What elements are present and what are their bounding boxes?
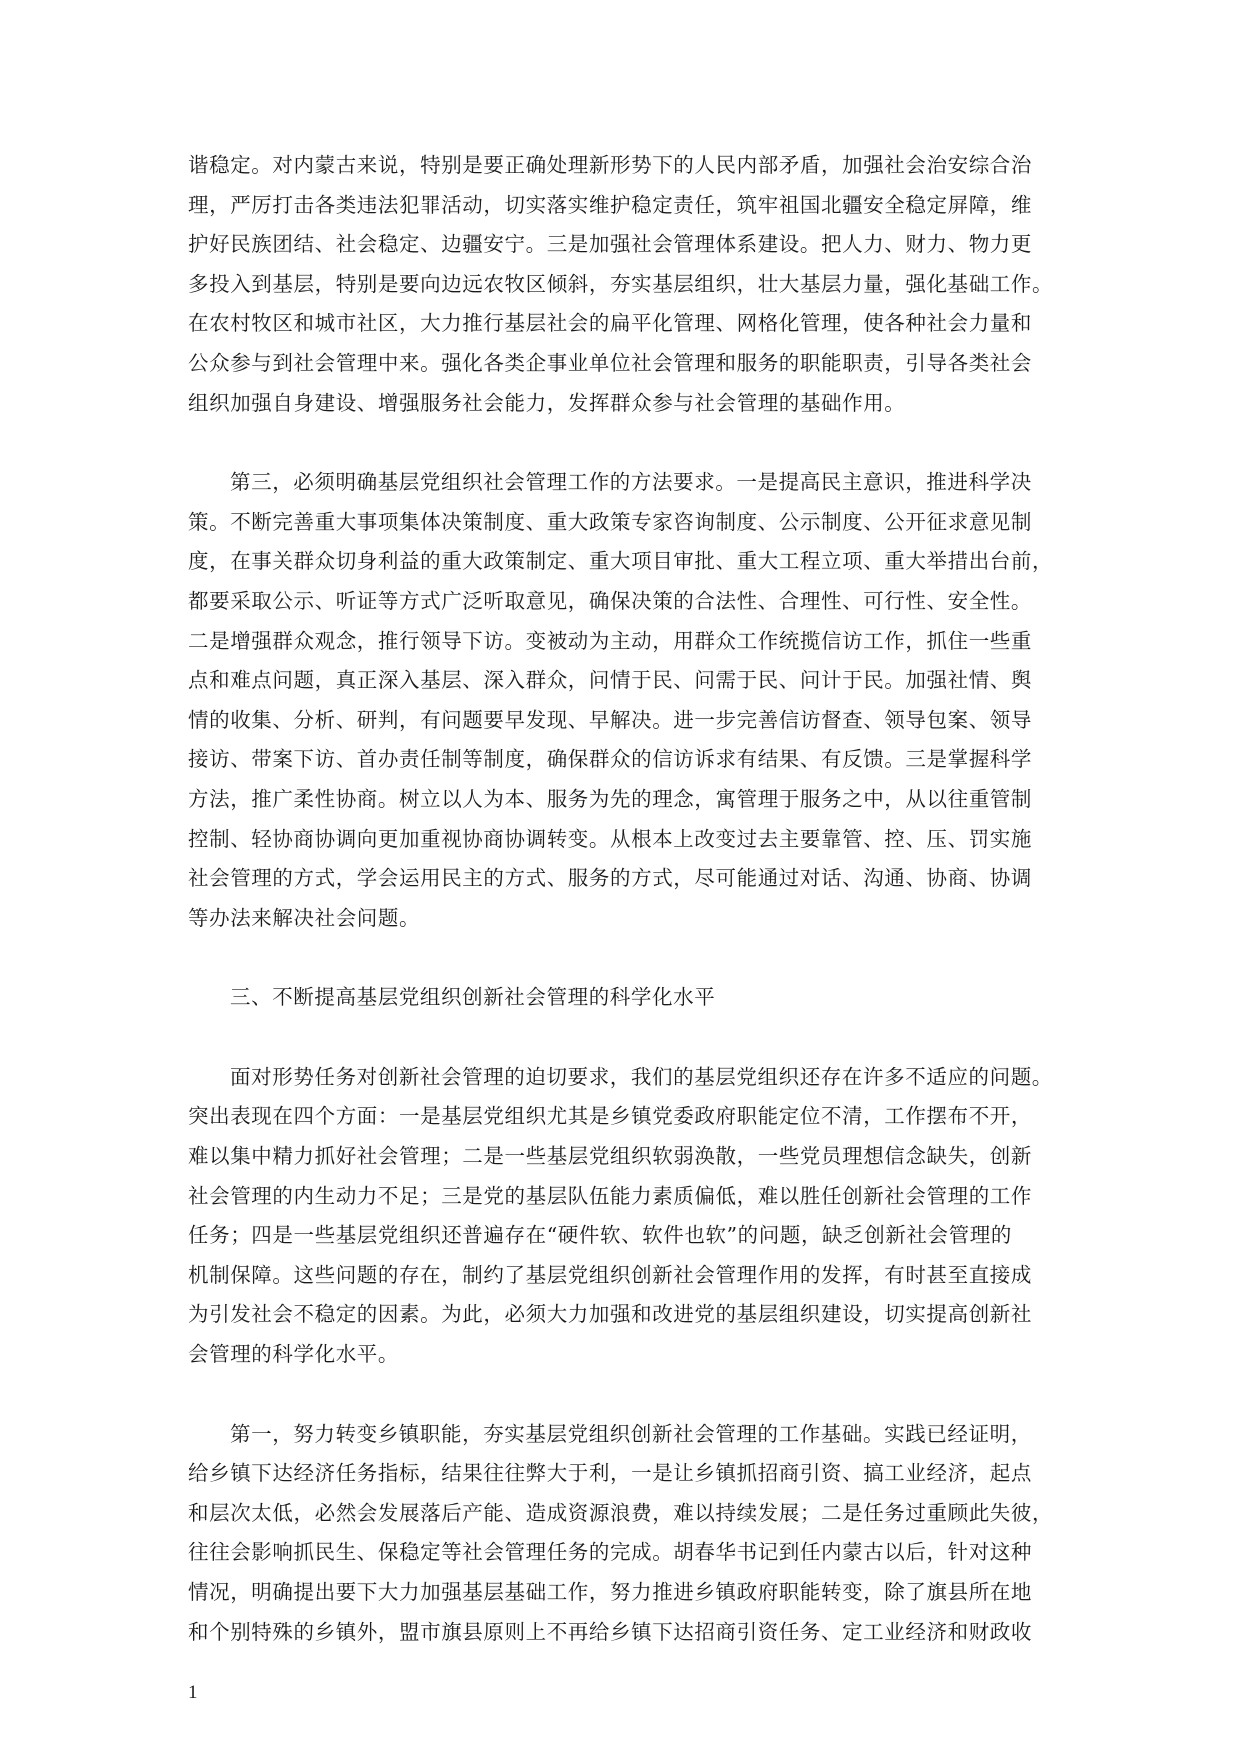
text-line: 社会管理的内生动力不足；三是党的基层队伍能力素质偏低，难以胜任创新社会管理的工作 <box>188 1183 1032 1208</box>
text-line: 会管理的科学化水平。 <box>188 1342 399 1367</box>
text-line: 都要采取公示、听证等方式广泛听取意见，确保决策的合法性、合理性、可行性、安全性。 <box>188 588 1032 613</box>
text-line: 等办法来解决社会问题。 <box>188 905 421 930</box>
paragraph-gap <box>188 423 1060 463</box>
paragraph-gap <box>188 1018 1060 1058</box>
paragraph-gap <box>188 1375 1060 1415</box>
document-body <box>188 146 1060 1652</box>
text-line: 策。不断完善重大事项集体决策制度、重大政策专家咨询制度、公示制度、公开征求意见制 <box>188 509 1032 534</box>
section-heading: 三、不断提高基层党组织创新社会管理的科学化水平 <box>230 985 716 1010</box>
text-line: 护好民族团结、社会稳定、边疆安宁。三是加强社会管理体系建设。把人力、财力、物力更 <box>188 232 1032 257</box>
paragraph-4 <box>188 1415 1060 1653</box>
text-line: 二是增强群众观念，推行领导下访。变被动为主动，用群众工作统揽信访工作，抓住一些重 <box>188 628 1032 653</box>
text-line: 第一，努力转变乡镇职能，夯实基层党组织创新社会管理的工作基础。实践已经证明， <box>230 1421 1032 1446</box>
text-line: 难以集中精力抓好社会管理；二是一些基层党组织软弱涣散，一些党员理想信念缺失，创新 <box>188 1144 1032 1169</box>
text-line: 在农村牧区和城市社区，大力推行基层社会的扁平化管理、网格化管理，使各种社会力量和 <box>188 311 1032 336</box>
text-line: 往往会影响抓民生、保稳定等社会管理任务的完成。胡春华书记到任内蒙古以后，针对这种 <box>188 1540 1032 1565</box>
text-line: 控制、轻协商协调向更加重视协商协调转变。从根本上改变过去主要靠管、控、压、罚实施 <box>188 826 1032 851</box>
page-number: 1 <box>188 1682 198 1703</box>
paragraph-3 <box>188 1058 1060 1375</box>
text-line: 方法，推广柔性协商。树立以人为本、服务为先的理念，寓管理于服务之中，从以往重管制 <box>188 786 1032 811</box>
paragraph-2 <box>188 463 1060 938</box>
text-line: 为引发社会不稳定的因素。为此，必须大力加强和改进党的基层组织建设，切实提高创新社 <box>188 1302 1032 1327</box>
text-line: 情况，明确提出要下大力加强基层基础工作，努力推进乡镇政府职能转变，除了旗县所在地 <box>188 1580 1032 1604</box>
text-line: 和个别特殊的乡镇外，盟市旗县原则上不再给乡镇下达招商引资任务、定工业经济和财政收 <box>188 1619 1032 1644</box>
text-line: 面对形势任务对创新社会管理的迫切要求，我们的基层党组织还存在许多不适应的问题。 <box>230 1064 1053 1089</box>
text-line: 第三，必须明确基层党组织社会管理工作的方法要求。一是提高民主意识，推进科学决 <box>230 470 1032 495</box>
text-line: 情的收集、分析、研判，有问题要早发现、早解决。进一步完善信访督查、领导包案、领导 <box>188 707 1032 732</box>
text-line: 给乡镇下达经济任务指标，结果往往弊大于利，一是让乡镇抓招商引资、搞工业经济，起点 <box>188 1461 1032 1486</box>
text-line: 公众参与到社会管理中来。强化各类企事业单位社会管理和服务的职能职责，引导各类社会 <box>188 350 1032 375</box>
text-line: 度，在事关群众切身利益的重大政策制定、重大项目审批、重大工程立项、重大举措出台前， <box>188 549 1054 574</box>
text-line: 理，严厉打击各类违法犯罪活动，切实落实维护稳定责任，筑牢祖国北疆安全稳定屏障，维 <box>188 192 1032 217</box>
text-line: 机制保障。这些问题的存在，制约了基层党组织创新社会管理作用的发挥，有时甚至直接成 <box>188 1262 1032 1287</box>
text-line: 点和难点问题，真正深入基层、深入群众，问情于民、问需于民、问计于民。加强社情、舆 <box>188 668 1032 693</box>
text-line: 多投入到基层，特别是要向边远农牧区倾斜，夯实基层组织，壮大基层力量，强化基础工作。 <box>188 271 1054 296</box>
text-line: 任务；四是一些基层党组织还普遍存在“硬件软、软件也软”的问题，缺乏创新社会管理的 <box>188 1223 1012 1248</box>
text-line: 接访、带案下访、首办责任制等制度，确保群众的信访诉求有结果、有反馈。三是掌握科学 <box>188 747 1032 772</box>
paragraph-gap <box>188 938 1060 978</box>
text-line: 突出表现在四个方面：一是基层党组织尤其是乡镇党委政府职能定位不清，工作摆布不开， <box>188 1104 1032 1129</box>
text-line: 谐稳定。对内蒙古来说，特别是要正确处理新形势下的人民内部矛盾，加强社会治安综合治 <box>188 153 1032 177</box>
text-line: 社会管理的方式，学会运用民主的方式、服务的方式，尽可能通过对话、沟通、协商、协调 <box>188 866 1032 891</box>
text-line: 组织加强自身建设、增强服务社会能力，发挥群众参与社会管理的基础作用。 <box>188 390 906 415</box>
paragraph-1 <box>188 146 1060 423</box>
text-line: 和层次太低，必然会发展落后产能、造成资源浪费，难以持续发展；二是任务过重顾此失彼， <box>188 1500 1054 1525</box>
